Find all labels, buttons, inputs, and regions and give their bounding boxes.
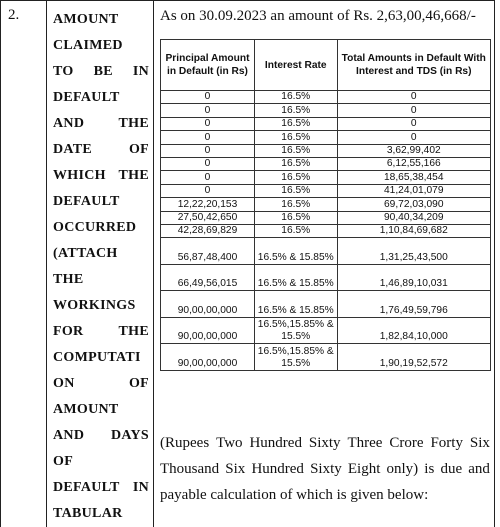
note-word: Crore <box>389 435 424 451</box>
label-word: THE <box>118 168 149 183</box>
label-line <box>53 59 149 85</box>
cell-rate: 16.5%,15.85% & 15.5% <box>254 344 337 371</box>
label-word: DEFAULT <box>53 194 120 209</box>
label-word: TO <box>53 64 74 79</box>
label-word: OCCURRED <box>53 220 137 235</box>
label-word: COMPUTATI <box>53 350 141 365</box>
column-divider-1 <box>46 0 47 527</box>
label-word: IN <box>132 480 149 495</box>
label-word: FOR <box>53 324 84 339</box>
cell-principal: 27,50,42,650 <box>161 211 255 224</box>
table-row <box>161 171 491 184</box>
cell-total: 1,76,49,59,796 <box>337 291 490 318</box>
note-word: Thousand <box>160 461 220 477</box>
cell-principal: 0 <box>161 171 255 184</box>
table-body <box>161 91 491 371</box>
note-word: Hundred <box>249 435 302 451</box>
label-word: THE <box>118 116 149 131</box>
note-word: payable calculation of which is given below: <box>160 487 429 503</box>
label-word: ON <box>53 376 75 391</box>
cell-rate: 16.5% <box>254 171 337 184</box>
intro-text: As on 30.09.2023 an amount of Rs. 2,63,00,46,668/- <box>160 8 476 24</box>
column-divider-2 <box>153 0 154 527</box>
cell-total: 18,65,38,454 <box>337 171 490 184</box>
label-line <box>53 423 149 449</box>
cell-total: 1,46,89,10,031 <box>337 264 490 291</box>
cell-total: 0 <box>337 104 490 117</box>
note-word: Two <box>216 435 243 451</box>
table-row <box>161 157 491 170</box>
label-word: DAYS <box>110 428 149 443</box>
label-line <box>53 85 149 111</box>
cell-total: 1,82,84,10,000 <box>337 317 490 344</box>
cell-rate: 16.5% <box>254 131 337 144</box>
cell-principal: 90,00,00,000 <box>161 344 255 371</box>
table-row <box>161 224 491 237</box>
label-line <box>53 449 149 475</box>
label-line <box>53 7 149 33</box>
cell-total: 6,12,55,166 <box>337 157 490 170</box>
table-row <box>161 317 491 344</box>
note-line <box>160 456 490 482</box>
label-line <box>53 137 149 163</box>
table-row <box>161 238 491 265</box>
note-word: Forty <box>430 435 463 451</box>
cell-rate: 16.5% <box>254 224 337 237</box>
label-line <box>53 345 149 371</box>
cell-principal: 0 <box>161 131 255 144</box>
header-interest-rate: Interest Rate <box>254 40 337 91</box>
cell-total: 1,31,25,43,500 <box>337 238 490 265</box>
note-word: Eight <box>347 461 381 477</box>
amount-in-words-note <box>160 430 490 508</box>
label-line <box>53 475 149 501</box>
cell-principal: 0 <box>161 144 255 157</box>
cell-principal: 42,28,69,829 <box>161 224 255 237</box>
note-word: only) <box>386 461 419 477</box>
label-line <box>53 189 149 215</box>
cell-rate: 16.5% <box>254 104 337 117</box>
label-line <box>53 293 149 319</box>
cell-total: 0 <box>337 131 490 144</box>
label-word: WORKINGS <box>53 298 136 313</box>
note-word: Six <box>469 435 490 451</box>
cell-rate: 16.5% & 15.85% <box>254 264 337 291</box>
label-word: CLAIMED <box>53 38 123 53</box>
cell-rate: 16.5% <box>254 211 337 224</box>
note-word: Sixty <box>308 435 341 451</box>
label-word: AND <box>53 116 85 131</box>
note-line <box>160 482 490 508</box>
cell-total: 0 <box>337 91 490 104</box>
table-row <box>161 131 491 144</box>
table-row <box>161 291 491 318</box>
label-word: TABULAR <box>53 506 123 521</box>
cell-total: 1,10,84,69,682 <box>337 224 490 237</box>
table-row <box>161 184 491 197</box>
cell-rate: 16.5% <box>254 144 337 157</box>
note-word: Sixty <box>310 461 342 477</box>
table-row <box>161 211 491 224</box>
note-word: (Rupees <box>160 435 210 451</box>
table-row <box>161 104 491 117</box>
label-word: IN <box>132 64 149 79</box>
cell-rate: 16.5% & 15.85% <box>254 291 337 318</box>
cell-total: 0 <box>337 117 490 130</box>
table-row <box>161 117 491 130</box>
table-row <box>161 144 491 157</box>
cell-principal: 90,00,00,000 <box>161 291 255 318</box>
note-line <box>160 430 490 456</box>
label-word: DEFAULT <box>53 90 120 105</box>
note-word: Six <box>225 461 246 477</box>
cell-rate: 16.5% <box>254 157 337 170</box>
label-word: DEFAULT <box>53 480 120 495</box>
cell-total: 69,72,03,090 <box>337 198 490 211</box>
note-word: due <box>440 461 463 477</box>
label-line <box>53 397 149 423</box>
label-word: OF <box>53 454 74 469</box>
cell-principal: 0 <box>161 91 255 104</box>
label-line <box>53 267 149 293</box>
table-row <box>161 344 491 371</box>
cell-principal: 90,00,00,000 <box>161 317 255 344</box>
label-line <box>53 163 149 189</box>
cell-principal: 66,49,56,015 <box>161 264 255 291</box>
table-row <box>161 264 491 291</box>
note-word: and <box>468 461 490 477</box>
label-word: BE <box>93 64 113 79</box>
table-header-row <box>161 40 491 91</box>
cell-rate: 16.5%,15.85% & 15.5% <box>254 317 337 344</box>
cell-total: 90,40,34,209 <box>337 211 490 224</box>
label-line <box>53 33 149 59</box>
cell-principal: 12,22,20,153 <box>161 198 255 211</box>
label-word: WHICH <box>53 168 106 183</box>
table-row <box>161 91 491 104</box>
label-word: AMOUNT <box>53 402 119 417</box>
cell-principal: 0 <box>161 117 255 130</box>
label-word: OF <box>128 376 149 391</box>
cell-principal: 56,87,48,400 <box>161 238 255 265</box>
particulars-label <box>53 7 149 527</box>
label-line <box>53 111 149 137</box>
label-line <box>53 319 149 345</box>
cell-rate: 16.5% <box>254 117 337 130</box>
cell-total: 3,62,99,402 <box>337 144 490 157</box>
label-word: THE <box>53 272 84 287</box>
cell-rate: 16.5% <box>254 91 337 104</box>
default-amount-table <box>160 39 491 371</box>
cell-total: 41,24,01,079 <box>337 184 490 197</box>
label-word: AND <box>53 428 85 443</box>
header-total-amount: Total Amounts in Default With Interest and TDS (in Rs) <box>337 40 490 91</box>
label-word: AMOUNT <box>53 12 119 27</box>
cell-principal: 0 <box>161 104 255 117</box>
label-line <box>53 241 149 267</box>
item-number: 2. <box>8 7 20 23</box>
label-line <box>53 371 149 397</box>
cell-principal: 0 <box>161 157 255 170</box>
label-word: DATE <box>53 142 93 157</box>
label-line <box>53 215 149 241</box>
label-word: THE <box>118 324 149 339</box>
cell-principal: 0 <box>161 184 255 197</box>
label-word: OF <box>128 142 149 157</box>
note-word: is <box>424 461 435 477</box>
cell-total: 1,90,19,52,572 <box>337 344 490 371</box>
note-word: Hundred <box>251 461 304 477</box>
note-word: Three <box>347 435 383 451</box>
cell-rate: 16.5% & 15.85% <box>254 238 337 265</box>
header-principal: Principal Amount in Default (in Rs) <box>161 40 255 91</box>
cell-rate: 16.5% <box>254 198 337 211</box>
label-word: (ATTACH <box>53 246 118 261</box>
table-row <box>161 198 491 211</box>
label-line <box>53 501 149 527</box>
cell-rate: 16.5% <box>254 184 337 197</box>
